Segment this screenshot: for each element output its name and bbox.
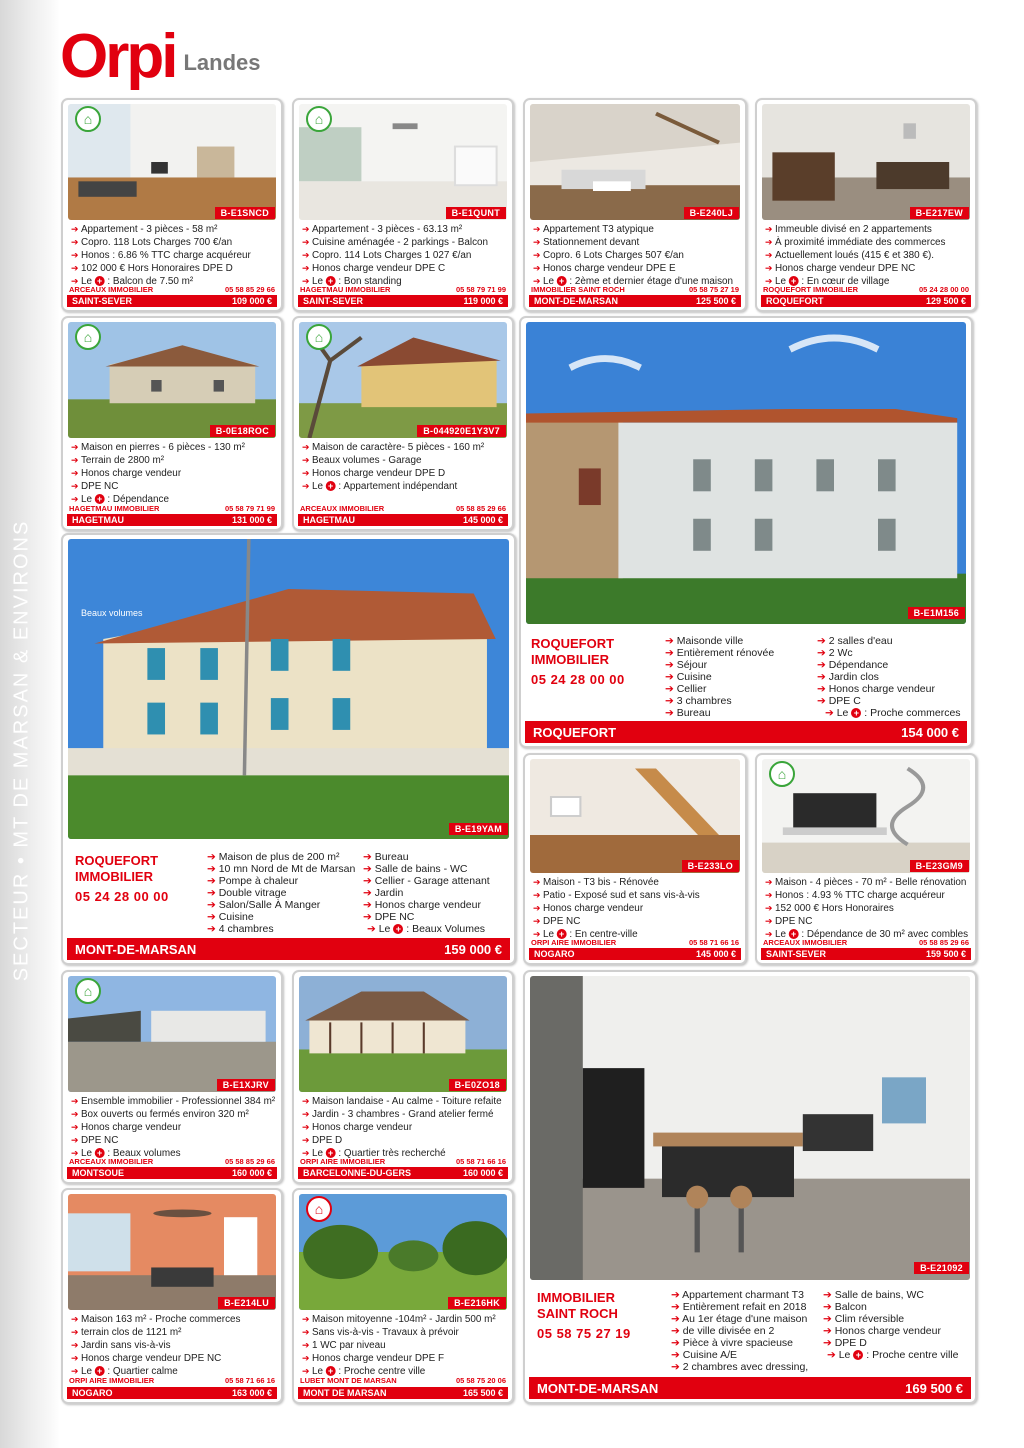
plus-icon: +: [557, 276, 567, 286]
feature: ➔ Au 1er étage d'une maison: [671, 1313, 808, 1325]
city-price-bar: [529, 948, 741, 960]
listing-ref: B-E19YAM: [449, 823, 508, 835]
city-price-bar: [67, 938, 510, 960]
feature: ➔ Maison de plus de 200 m²: [207, 851, 355, 863]
agency-name: LUBET MONT DE MARSAN: [300, 1376, 397, 1385]
price: 119 000 €: [463, 296, 503, 306]
agency-name: IMMOBILIER: [537, 1290, 615, 1305]
listing-features: [71, 223, 275, 288]
feature: ➔ Sans vis-à-vis - Travaux à prévoir: [302, 1326, 506, 1339]
plus-icon: +: [789, 929, 799, 939]
feature: ➔ Copro. 6 Lots Charges 507 €/an: [533, 249, 739, 262]
city: MONT-DE-MARSAN: [534, 296, 618, 306]
feature: ➔ Honos charge vendeur: [363, 899, 490, 911]
city-price-bar: [529, 1377, 971, 1399]
feature: ➔ Honos charge vendeur: [71, 467, 275, 480]
feature: ➔ Copro. 114 Lots Charges 1 027 €/an: [302, 249, 506, 262]
listing-features: [71, 1313, 275, 1378]
features-col-2: [823, 1289, 958, 1361]
feature: ➔ terrain clos de 1121 m²: [71, 1326, 275, 1339]
agency-line: [531, 285, 739, 294]
feature-plus: ➔ Le + : Appartement indépendant: [302, 480, 506, 493]
feature: ➔ DPE NC: [533, 915, 739, 928]
eco-badge-icon: ⌂: [306, 106, 332, 132]
feature-plus: ➔ Le + : Quartier calme: [71, 1365, 275, 1378]
feature: ➔ Cellier - Garage attenant: [363, 875, 490, 887]
feature: ➔ DPE C: [817, 695, 961, 707]
feature: ➔ 2 chambres avec dressing,: [671, 1361, 808, 1373]
featured-card-roquefort[interactable]: [519, 316, 973, 748]
feature: ➔ Box ouverts ou fermés environ 320 m²: [71, 1108, 275, 1121]
eco-badge-icon: ⌂: [75, 106, 101, 132]
feature: ➔ Appartement - 3 pièces - 58 m²: [71, 223, 275, 236]
feature: ➔ Bureau: [665, 707, 774, 719]
listing-photo: [68, 1194, 276, 1310]
agency-phone[interactable]: 05 24 28 00 00: [75, 889, 169, 904]
city-price-bar: [525, 721, 967, 743]
feature: ➔ Salle de bains, WC: [823, 1289, 958, 1301]
agency-phone[interactable]: 05 58 71 66 16: [688, 938, 739, 947]
featured-photo: [526, 322, 966, 624]
sector-sidebar: [2, 510, 42, 990]
feature: ➔ Jardin: [363, 887, 490, 899]
feature: ➔ Patio - Exposé sud et sans vis-à-vis: [533, 889, 739, 902]
listing-features: [302, 223, 506, 288]
city: SAINT-SEVER: [72, 296, 133, 306]
listing-card-7[interactable]: [523, 753, 747, 965]
city-price-bar: [761, 295, 971, 307]
agency-block: [531, 636, 625, 688]
feature-plus: ➔ Le + : Beaux volumes: [71, 1147, 275, 1160]
feature: ➔ Terrain de 2800 m²: [71, 454, 275, 467]
feature: ➔ Entièrement rénovée: [665, 647, 774, 659]
feature: ➔ Ensemble immobilier - Professionnel 384 m²: [71, 1095, 275, 1108]
feature: ➔ Pièce à vivre spacieuse: [671, 1337, 808, 1349]
feature: ➔ DPE D: [302, 1134, 506, 1147]
listing-ref: B-E1M156: [908, 607, 965, 619]
agency-name: ORPI AIRE IMMOBILIER: [300, 1157, 386, 1166]
city-price-bar: [67, 514, 277, 526]
listing-card-12[interactable]: [292, 1188, 514, 1404]
feature: ➔ Jardin clos: [817, 671, 961, 683]
listing-ref: B-E21092: [914, 1262, 969, 1274]
price: 129 500 €: [925, 296, 966, 306]
listing-card-8[interactable]: [755, 753, 977, 965]
feature: ➔ Honos charge vendeur: [71, 1121, 275, 1134]
price: 160 000 €: [231, 1168, 272, 1178]
price: 169 500 €: [905, 1380, 963, 1396]
agency-phone[interactable]: 05 58 79 71 99: [455, 285, 506, 294]
agency-phone[interactable]: 05 58 75 27 19: [537, 1326, 631, 1341]
feature: ➔ Balcon: [823, 1301, 958, 1313]
feature: ➔ Jardin sans vis-à-vis: [71, 1339, 275, 1352]
listing-features: [302, 441, 506, 493]
plus-icon: +: [851, 708, 861, 718]
city: MONT-DE-MARSAN: [537, 1380, 659, 1396]
city: SAINT-SEVER: [303, 296, 364, 306]
listing-ref: B-E1QUNT: [446, 207, 506, 219]
feature: ➔ de ville divisée en 2: [671, 1325, 808, 1337]
plus-icon: +: [789, 276, 799, 286]
agency-name: ORPI AIRE IMMOBILIER: [531, 938, 617, 947]
feature: ➔ À proximité immédiate des commerces: [765, 236, 969, 249]
listing-card-11[interactable]: [61, 1188, 283, 1404]
feature-plus: ➔ Le + : Dépendance: [71, 493, 275, 506]
city: BARCELONNE-DU-GERS: [303, 1168, 411, 1178]
city: MONT DE MARSAN: [303, 1388, 387, 1398]
feature: ➔ Stationnement devant: [533, 236, 739, 249]
featured-photo: [68, 539, 509, 839]
feature: ➔ Honos : 6.86 % TTC charge acquéreur: [71, 249, 275, 262]
listing-ref: B-E214LU: [218, 1297, 275, 1309]
feature: ➔ Appartement T3 atypique: [533, 223, 739, 236]
listing-card-6[interactable]: [292, 316, 514, 531]
eco-badge-icon: ⌂: [75, 324, 101, 350]
plus-icon: +: [557, 929, 567, 939]
agency-phone[interactable]: 05 58 85 29 66: [224, 1157, 275, 1166]
agency-name: ARCEAUX IMMOBILIER: [69, 285, 154, 294]
city: HAGETMAU: [72, 515, 124, 525]
agency-line: [300, 504, 506, 513]
listing-ref: B-E23GM9: [910, 860, 969, 872]
city: MONTSOUE: [72, 1168, 125, 1178]
city-price-bar: [298, 1167, 508, 1179]
listing-card-5[interactable]: [61, 316, 283, 531]
agency-name: SAINT ROCH: [537, 1306, 618, 1321]
agency-phone[interactable]: 05 58 71 66 16: [224, 1376, 275, 1385]
feature: ➔ Honos charge vendeur: [533, 902, 739, 915]
feature-plus: ➔ Le + : 2ème et dernier étage d'une maison: [533, 275, 739, 288]
listing-photo: [530, 104, 740, 220]
feature: ➔ Honos : 4.93 % TTC charge acquéreur: [765, 889, 969, 902]
listing-features: [765, 876, 969, 941]
agency-phone[interactable]: 05 24 28 00 00: [531, 672, 625, 687]
feature: ➔ DPE NC: [765, 915, 969, 928]
photo-caption: Beaux volumes: [81, 608, 143, 618]
feature: ➔ Actuellement loués (415 € et 380 €).: [765, 249, 969, 262]
agency-line: [69, 285, 275, 294]
city: ROQUEFORT: [533, 724, 617, 740]
city-price-bar: [298, 514, 508, 526]
listing-features: [533, 876, 739, 941]
city-price-bar: [298, 1387, 508, 1399]
agency-block: [75, 853, 169, 905]
agency-line: [763, 938, 969, 947]
feature: ➔ Salle de bains - WC: [363, 863, 490, 875]
featured-card-b-e21092[interactable]: [523, 970, 977, 1404]
feature-plus: ➔ Le + : Balcon de 7.50 m²: [71, 275, 275, 288]
listing-card-4[interactable]: [755, 98, 977, 312]
listing-ref: B-044920E1Y3V7: [417, 425, 506, 437]
agency-line: [69, 504, 275, 513]
agency-name: ROQUEFORT IMMOBILIER: [763, 285, 858, 294]
price: 163 000 €: [231, 1388, 272, 1398]
city: HAGETMAU: [303, 515, 355, 525]
feature: ➔ 102 000 € Hors Honoraires DPE D: [71, 262, 275, 275]
agency-phone[interactable]: 05 24 28 00 00: [918, 285, 969, 294]
orpi-logo: [60, 18, 261, 91]
plus-icon: +: [326, 481, 336, 491]
price: 159 000 €: [444, 941, 502, 957]
agency-name: ORPI AIRE IMMOBILIER: [69, 1376, 155, 1385]
agency-name: ARCEAUX IMMOBILIER: [300, 504, 385, 513]
sector-label: SECTEUR • MT DE MARSAN & ENVIRONS: [10, 519, 33, 981]
agency-block: [537, 1290, 631, 1342]
eco-badge-icon: ⌂: [769, 761, 795, 787]
agency-name: ROQUEFORT: [75, 853, 159, 868]
feature: ➔ 3 chambres: [665, 695, 774, 707]
agency-name: IMMOBILIER SAINT ROCH: [531, 285, 625, 294]
feature: ➔ Bureau: [363, 851, 490, 863]
feature: ➔ Cuisine A/E: [671, 1349, 808, 1361]
feature: ➔ 4 chambres: [207, 923, 355, 935]
price: 145 000 €: [462, 515, 503, 525]
feature: ➔ 152 000 € Hors Honoraires: [765, 902, 969, 915]
features-col-2: [363, 851, 490, 935]
plus-icon: +: [95, 276, 105, 286]
feature: ➔ Honos charge vendeur DPE NC: [71, 1352, 275, 1365]
price: 131 000 €: [231, 515, 272, 525]
agency-line: [763, 285, 969, 294]
listing-ref: B-E217EW: [910, 207, 969, 219]
feature: ➔ Honos charge vendeur: [302, 1121, 506, 1134]
feature: ➔ 10 mn Nord de Mt de Marsan: [207, 863, 355, 875]
feature: ➔ Cellier: [665, 683, 774, 695]
plus-icon: +: [95, 494, 105, 504]
feature-plus: ➔ Le + : Dépendance de 30 m² avec combles: [765, 928, 969, 941]
listing-card-3[interactable]: [523, 98, 747, 312]
feature-plus: ➔ Le + : Bon standing: [302, 275, 506, 288]
agency-line: [69, 1376, 275, 1385]
agency-name: HAGETMAU IMMOBILIER: [69, 504, 160, 513]
agency-name: ARCEAUX IMMOBILIER: [69, 1157, 154, 1166]
feature-plus: ➔ Le + : Proche centre ville: [823, 1349, 958, 1361]
features-col-1: [665, 635, 774, 719]
agency-name: ARCEAUX IMMOBILIER: [763, 938, 848, 947]
price: 109 000 €: [231, 296, 272, 306]
listing-photo: [299, 976, 507, 1092]
feature: ➔ Séjour: [665, 659, 774, 671]
feature: ➔ Cuisine: [665, 671, 774, 683]
feature-plus: ➔ Le + : Proche commerces: [817, 707, 961, 719]
city: NOGARO: [72, 1388, 113, 1398]
plus-icon: +: [326, 1148, 336, 1158]
agency-name: IMMOBILIER: [75, 869, 153, 884]
feature: ➔ Maisonde ville: [665, 635, 774, 647]
city-price-bar: [529, 295, 741, 307]
feature: ➔ Dépendance: [817, 659, 961, 671]
agency-line: [531, 938, 739, 947]
listing-features: [765, 223, 969, 288]
price: 159 500 €: [925, 949, 966, 959]
city-price-bar: [67, 1167, 277, 1179]
feature: ➔ Honos charge vendeur DPE F: [302, 1352, 506, 1365]
feature: ➔ 1 WC par niveau: [302, 1339, 506, 1352]
feature: ➔ Jardin - 3 chambres - Grand atelier fermé: [302, 1108, 506, 1121]
listing-features: [71, 1095, 275, 1160]
listing-ref: B-E240LJ: [684, 207, 739, 219]
agency-phone[interactable]: 05 58 71 66 16: [455, 1157, 506, 1166]
feature: ➔ Maison landaise - Au calme - Toiture refaite: [302, 1095, 506, 1108]
feature: ➔ DPE D: [823, 1337, 958, 1349]
feature: ➔ 2 Wc: [817, 647, 961, 659]
feature: ➔ Entièrement refait en 2018: [671, 1301, 808, 1313]
feature-plus: ➔ Le + : En centre-ville: [533, 928, 739, 941]
agency-line: [69, 1157, 275, 1166]
listing-ref: B-0E18ROC: [210, 425, 275, 437]
feature: ➔ 2 salles d'eau: [817, 635, 961, 647]
agency-line: [300, 1157, 506, 1166]
feature: ➔ DPE NC: [71, 480, 275, 493]
price: 154 000 €: [901, 724, 959, 740]
price: 145 000 €: [695, 949, 736, 959]
feature: ➔ Clim réversible: [823, 1313, 958, 1325]
listing-card-10[interactable]: [292, 970, 514, 1184]
agency-line: [300, 1376, 506, 1385]
feature: ➔ Copro. 118 Lots Charges 700 €/an: [71, 236, 275, 249]
agency-phone[interactable]: 05 58 85 29 66: [455, 504, 506, 513]
agency-line: [300, 285, 506, 294]
agency-name: IMMOBILIER: [531, 652, 609, 667]
listing-features: [71, 441, 275, 506]
brand-name: Orpi: [60, 22, 176, 91]
price: 160 000 €: [462, 1168, 503, 1178]
feature: ➔ Appartement - 3 pièces - 63.13 m²: [302, 223, 506, 236]
feature: ➔ Honos charge vendeur: [823, 1325, 958, 1337]
listing-card-2[interactable]: [292, 98, 514, 312]
feature-plus: ➔ Le + : En cœur de village: [765, 275, 969, 288]
city: NOGARO: [534, 949, 575, 959]
feature-plus: ➔ Le + : Beaux Volumes: [363, 923, 490, 935]
listing-ref: B-E216HK: [448, 1297, 506, 1309]
feature: ➔ Maison - T3 bis - Rénovée: [533, 876, 739, 889]
listing-photo: [762, 104, 970, 220]
feature: ➔ Honos charge vendeur: [817, 683, 961, 695]
listing-card-1[interactable]: [61, 98, 283, 312]
plus-icon: +: [95, 1148, 105, 1158]
listing-ref: B-E0ZO18: [449, 1079, 506, 1091]
price: 125 500 €: [695, 296, 736, 306]
featured-photo: [530, 976, 970, 1280]
feature: ➔ Salon/Salle À Manger: [207, 899, 355, 911]
feature: ➔ Honos charge vendeur DPE E: [533, 262, 739, 275]
listing-ref: B-E1SNCD: [215, 207, 275, 219]
eco-badge-icon: ⌂: [306, 324, 332, 350]
feature: ➔ Cuisine aménagée - 2 parkings - Balcon: [302, 236, 506, 249]
agency-phone[interactable]: 05 58 75 27 19: [688, 285, 739, 294]
plus-icon: +: [853, 1350, 863, 1360]
listing-features: [302, 1095, 506, 1160]
listing-card-9[interactable]: [61, 970, 283, 1184]
feature-plus: ➔ Le + : Quartier très recherché: [302, 1147, 506, 1160]
city-price-bar: [67, 295, 277, 307]
listing-ref: B-E233LO: [682, 860, 739, 872]
featured-card-b-e19yam[interactable]: [61, 533, 516, 965]
features-col-2: [817, 635, 961, 719]
feature: ➔ Appartement charmant T3: [671, 1289, 808, 1301]
city: ROQUEFORT: [766, 296, 824, 306]
city: SAINT-SEVER: [766, 949, 827, 959]
feature: ➔ Honos charge vendeur DPE D: [302, 467, 506, 480]
agency-phone[interactable]: 05 58 85 29 66: [918, 938, 969, 947]
features-col-1: [207, 851, 355, 935]
feature: ➔ Double vitrage: [207, 887, 355, 899]
eco-badge-icon: ⌂: [75, 978, 101, 1004]
plus-icon: +: [393, 924, 403, 934]
feature: ➔ Maison en pierres - 6 pièces - 130 m²: [71, 441, 275, 454]
feature: ➔ Cuisine: [207, 911, 355, 923]
feature: ➔ Pompe à chaleur: [207, 875, 355, 887]
feature: ➔ Honos charge vendeur DPE NC: [765, 262, 969, 275]
feature: ➔ Maison de caractère- 5 pièces - 160 m²: [302, 441, 506, 454]
feature: ➔ Honos charge vendeur DPE C: [302, 262, 506, 275]
city-price-bar: [67, 1387, 277, 1399]
feature: ➔ DPE NC: [363, 911, 490, 923]
listing-features: [533, 223, 739, 288]
agency-phone[interactable]: 05 58 75 20 06: [455, 1376, 506, 1385]
feature: ➔ Beaux volumes - Garage: [302, 454, 506, 467]
city-price-bar: [761, 948, 971, 960]
feature-plus: ➔ Le + : Proche centre ville: [302, 1365, 506, 1378]
agency-name: HAGETMAU IMMOBILIER: [300, 285, 391, 294]
feature: ➔ DPE NC: [71, 1134, 275, 1147]
listing-photo: [530, 759, 740, 873]
city: MONT-DE-MARSAN: [75, 941, 197, 957]
agency-name: ROQUEFORT: [531, 636, 615, 651]
energy-badge-icon: ⌂: [306, 1196, 332, 1222]
price: 165 500 €: [462, 1388, 503, 1398]
city-price-bar: [298, 295, 508, 307]
feature: ➔ Maison 163 m² - Proche commerces: [71, 1313, 275, 1326]
features-col-1: [671, 1289, 808, 1373]
feature: ➔ Maison mitoyenne -104m² - Jardin 500 m²: [302, 1313, 506, 1326]
plus-icon: +: [95, 1366, 105, 1376]
feature: ➔ Immeuble divisé en 2 appartements: [765, 223, 969, 236]
agency-phone[interactable]: 05 58 79 71 99: [224, 504, 275, 513]
feature: ➔ Maison - 4 pièces - 70 m² - Belle rénovation: [765, 876, 969, 889]
listing-ref: B-E1XJRV: [217, 1079, 275, 1091]
plus-icon: +: [326, 276, 336, 286]
agency-phone[interactable]: 05 58 85 29 66: [224, 285, 275, 294]
region-name: Landes: [183, 50, 261, 75]
plus-icon: +: [326, 1366, 336, 1376]
listing-features: [302, 1313, 506, 1378]
